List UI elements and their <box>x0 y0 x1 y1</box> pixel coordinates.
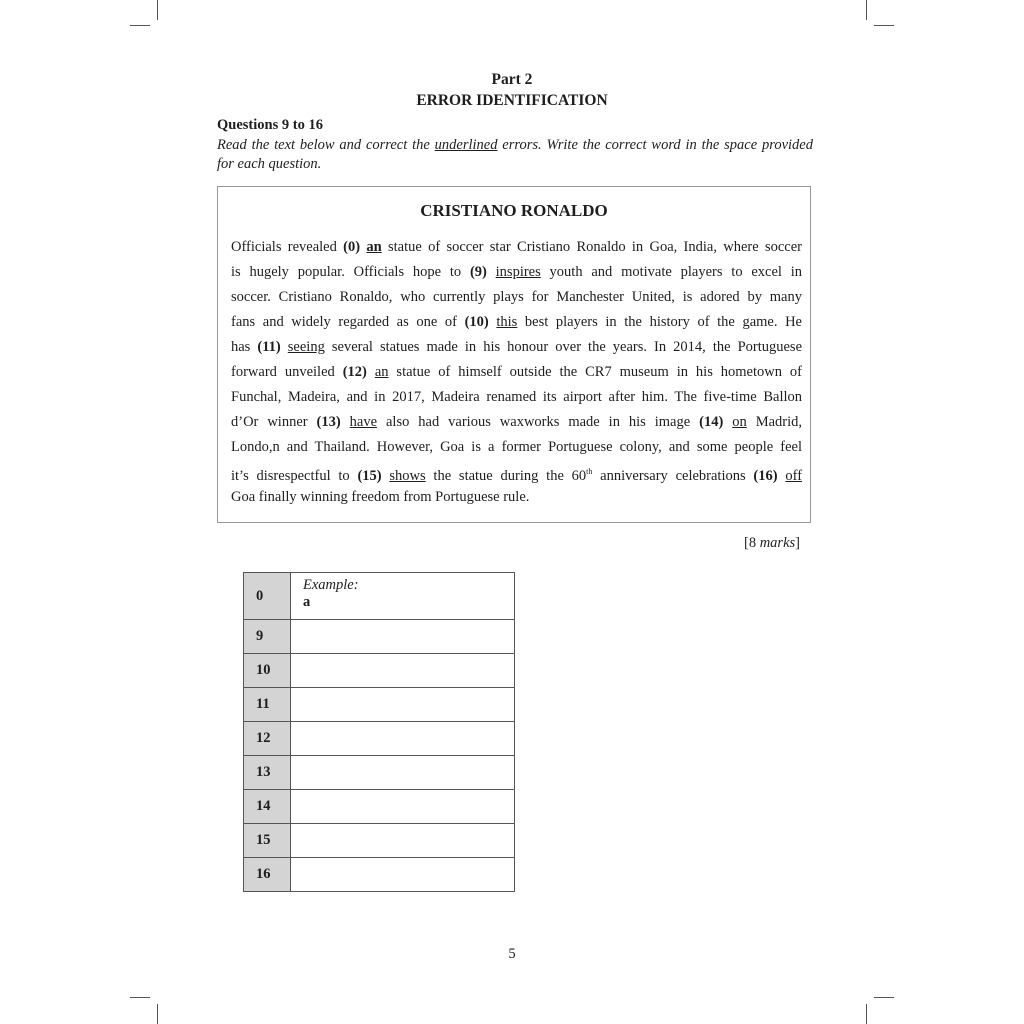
question-marker: (0) <box>343 239 361 255</box>
underlined-error: this <box>496 314 518 330</box>
passage-line <box>231 412 802 437</box>
passage-text-segment: forward unveiled <box>231 364 343 380</box>
superscript: th <box>586 467 593 476</box>
passage-line <box>231 487 802 512</box>
passage-text-segment: best players in the history of the game. He <box>517 314 802 330</box>
underlined-error: an <box>374 364 389 380</box>
passage-text-segment <box>487 264 496 280</box>
underlined-error: shows <box>389 467 426 484</box>
passage-line-text <box>231 437 802 462</box>
questions-label: Questions 9 to 16 <box>217 117 323 133</box>
passage-line <box>231 312 802 337</box>
passage-text-segment <box>341 414 350 430</box>
passage-text-segment: the statue during the 60 <box>425 467 587 484</box>
passage-text-segment <box>281 339 288 355</box>
question-marker: (9) <box>469 264 487 280</box>
passage-text-segment: Madrid, <box>746 414 803 430</box>
passage-line-text <box>231 287 802 312</box>
underlined-error: inspires <box>495 264 541 280</box>
question-number: 10 <box>244 654 291 688</box>
passage-line-text <box>231 412 802 437</box>
passage-text-segment: youth and motivate players to excel in <box>540 264 803 280</box>
question-number: 12 <box>244 722 291 756</box>
question-number: 0 <box>244 573 291 620</box>
passage-text-segment: soccer. Cristiano Ronaldo, who currently plays for Manchester United, is adored by many <box>231 289 802 305</box>
question-marker: (16) <box>753 467 778 484</box>
marks-text: [8 <box>743 535 760 551</box>
table-row <box>244 824 515 858</box>
passage-line <box>231 387 802 412</box>
passage-line-text <box>231 362 802 387</box>
passage-text-segment: Officials revealed <box>231 239 344 255</box>
page-number: 5 <box>508 946 516 962</box>
table-row <box>244 688 515 722</box>
example-error: an <box>366 239 382 255</box>
marks-label <box>744 535 800 552</box>
instructions-underlined: underlined <box>434 137 498 153</box>
crop-mark <box>157 1004 158 1024</box>
underlined-error: have <box>349 414 378 430</box>
crop-mark <box>874 25 894 26</box>
passage-line <box>231 462 802 487</box>
passage-line <box>231 287 802 312</box>
passage-text-segment <box>723 414 732 430</box>
crop-mark <box>866 0 867 20</box>
crop-mark <box>874 997 894 998</box>
question-marker: (13) <box>316 414 341 430</box>
question-marker: (14) <box>699 414 724 430</box>
answer-cell[interactable] <box>291 620 515 654</box>
passage-line <box>231 337 802 362</box>
question-number: 11 <box>244 688 291 722</box>
table-row <box>244 654 515 688</box>
answer-cell[interactable] <box>291 688 515 722</box>
section-heading: ERROR IDENTIFICATION <box>416 92 608 109</box>
question-marker: (15) <box>357 467 382 484</box>
passage-line-text <box>231 337 802 362</box>
passage-line <box>231 362 802 387</box>
passage-text-segment: statue of himself outside the CR7 museum in his hometown of <box>388 364 803 380</box>
example-answer: a <box>303 594 311 610</box>
crop-mark <box>130 25 150 26</box>
marks-word: marks <box>759 535 796 551</box>
answer-cell[interactable] <box>291 756 515 790</box>
table-row <box>244 620 515 654</box>
crop-mark <box>130 997 150 998</box>
question-number: 16 <box>244 858 291 892</box>
table-row-example <box>244 573 515 620</box>
table-row <box>244 858 515 892</box>
passage-title: CRISTIANO RONALDO <box>420 201 608 220</box>
question-marker: (10) <box>464 314 489 330</box>
passage-line-text <box>231 237 802 262</box>
passage-line <box>231 262 802 287</box>
crop-mark <box>866 1004 867 1024</box>
underlined-error: off <box>785 467 803 484</box>
passage-text-segment: it’s disrespectful to <box>231 467 358 484</box>
question-number: 14 <box>244 790 291 824</box>
passage-text-segment: fans and widely regarded as one of <box>231 314 465 330</box>
table-row <box>244 790 515 824</box>
passage-line <box>231 437 802 462</box>
passage-text-segment: several statues made in his honour over the years. In 2014, the Portuguese <box>324 339 802 355</box>
answer-cell[interactable] <box>291 790 515 824</box>
passage-text-segment: is hugely popular. Officials hope to <box>231 264 470 280</box>
answer-cell[interactable] <box>291 858 515 892</box>
table-row <box>244 756 515 790</box>
question-number: 9 <box>244 620 291 654</box>
passage-text-segment <box>367 364 375 380</box>
underlined-error: on <box>732 414 747 430</box>
question-marker: (12) <box>342 364 367 380</box>
passage-text <box>231 237 802 512</box>
answer-cell[interactable] <box>291 722 515 756</box>
passage-text-segment: d’Or winner <box>231 414 317 430</box>
passage-text-segment: also had various waxworks made in his image <box>377 414 700 430</box>
answer-cell[interactable] <box>291 824 515 858</box>
instructions-text: errors. Write the correct word in the space provided for each question. <box>217 137 813 172</box>
passage-text-segment: anniversary celebrations <box>592 467 754 484</box>
example-cell <box>291 573 515 620</box>
passage-line-text <box>231 262 802 287</box>
question-number: 13 <box>244 756 291 790</box>
passage-line <box>231 237 802 262</box>
passage-line-text <box>231 387 802 412</box>
marks-text: ] <box>795 535 800 551</box>
answer-table <box>243 572 515 892</box>
passage-text-segment: Funchal, Madeira, and in 2017, Madeira renamed its airport after him. The five-time Ballon <box>231 389 802 405</box>
crop-mark <box>157 0 158 20</box>
question-marker: (11) <box>257 339 281 355</box>
underlined-error: seeing <box>287 339 325 355</box>
passage-box <box>217 186 811 523</box>
table-row <box>244 722 515 756</box>
instructions-text: Read the text below and correct the <box>217 137 435 153</box>
passage-text-segment: Goa finally winning freedom from Portuguese rule. <box>231 489 530 505</box>
passage-text-segment: Londo,n and Thailand. However, Goa is a former Portuguese colony, and some people feel <box>231 439 802 455</box>
passage-line-text <box>231 312 802 337</box>
instructions <box>217 136 813 174</box>
question-number: 15 <box>244 824 291 858</box>
passage-line-text <box>231 462 802 487</box>
example-label: Example: <box>303 577 359 593</box>
part-heading: Part 2 <box>491 71 533 88</box>
passage-text-segment: has <box>231 339 258 355</box>
passage-text-segment: statue of soccer star Cristiano Ronaldo in Goa, India, where soccer <box>381 239 802 255</box>
answer-cell[interactable] <box>291 654 515 688</box>
passage-line-text <box>231 487 802 512</box>
